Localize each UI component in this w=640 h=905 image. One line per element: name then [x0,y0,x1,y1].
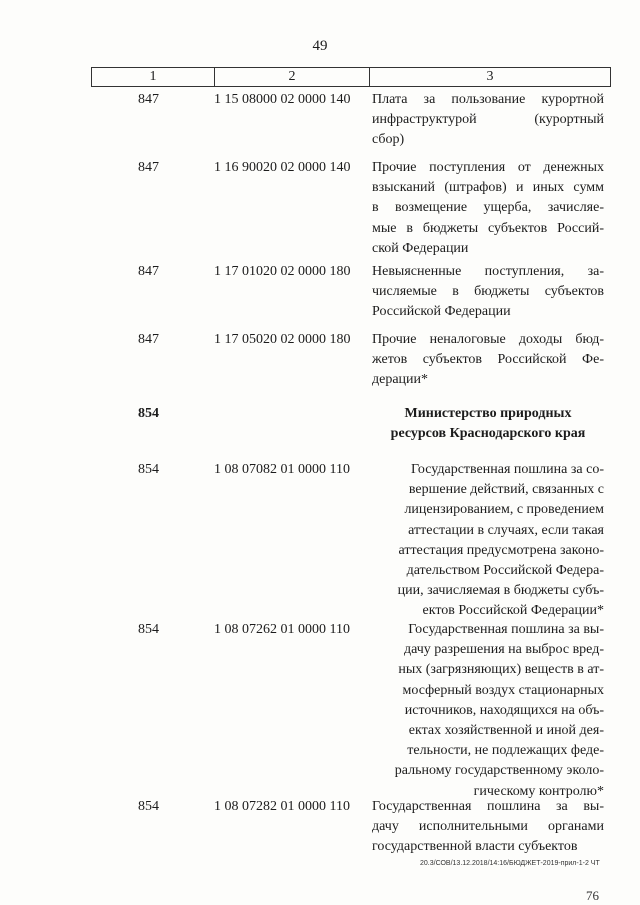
page-number: 49 [312,38,328,54]
column-header-3: 3 [486,69,494,84]
revenue-description [372,404,604,444]
description-line: дачу исполнительными органами [372,819,604,835]
description-line: аттестации в случаях, если такая [408,522,604,538]
description-line: инфраструктурой (курортный [372,112,604,128]
description-line: дательством Российской Федера- [406,563,604,579]
admin-code: 847 [138,332,159,347]
description-line: мые в бюджеты субъектов Россий- [372,220,604,236]
description-line: лицензированием, с проведением [404,502,604,518]
description-line: Государственная пошлина за вы- [408,622,604,637]
description-line: числяемые в бюджеты субъектов [372,284,604,300]
budget-classification-code: 1 08 07082 01 0000 110 [214,462,350,477]
admin-code: 854 [138,406,159,421]
description-line: Российской Федерации [372,304,511,320]
description-line: источников, находящихся на объ- [404,702,604,718]
admin-code: 854 [138,799,159,814]
admin-code: 854 [138,462,159,477]
description-line: ресурсов Краснодарского края [390,426,586,442]
description-line: ральному государственному эколо- [394,763,604,779]
description-line: Министерство природных [404,406,572,421]
description-line: ектов Российской Федерации* [422,603,604,619]
description-line: ных (загрязняющих) веществ в ат- [398,662,604,678]
description-line: Невыясненные поступления, за- [372,264,604,279]
description-line: ской Федерации [372,240,469,256]
description-line: дерации* [372,372,429,388]
description-line: сбор) [372,132,405,148]
revenue-description [372,262,604,323]
description-line: аттестация предусмотрена законо- [398,542,604,558]
document-footer-code: 20.3/СОВ/13.12.2018/14:16/БЮДЖЕТ-2019-прил-1-2 ЧТ [420,860,600,867]
admin-code: 847 [138,160,159,175]
description-line: государственной власти субъектов [372,839,578,855]
revenue-description [372,158,604,259]
revenue-description [372,330,604,391]
revenue-description [372,797,604,858]
revenue-description [372,620,604,802]
description-line: гическому контролю* [473,783,604,799]
description-line: взысканий (штрафов) и иных сумм [372,180,604,196]
revenue-description [372,460,604,622]
column-header-2: 2 [215,68,370,86]
admin-code: 847 [138,264,159,279]
description-line: ции, зачисляемая в бюджеты субъ- [397,583,604,599]
description-line: Государственная пошлина за вы- [372,799,604,814]
description-line: дачу разрешения на выброс вред- [403,642,604,658]
description-line: Государственная пошлина за со- [411,462,604,477]
budget-classification-code: 1 15 08000 02 0000 140 [214,92,351,107]
budget-classification-code: 1 17 01020 02 0000 180 [214,264,351,279]
description-line: Прочие неналоговые доходы бюд- [372,332,604,347]
admin-code: 847 [138,92,159,107]
description-line: ектах хозяйственной и иной дея- [408,723,604,739]
description-line: мосферный воздух стационарных [402,682,604,698]
description-line: Плата за пользование курортной [372,92,604,107]
description-line: в возмещение ущерба, зачисляе- [372,200,604,216]
admin-code: 854 [138,622,159,637]
revenue-description [372,90,604,151]
budget-classification-code: 1 08 07262 01 0000 110 [214,622,350,637]
sheet-number: 76 [586,888,599,903]
table-column-header [91,67,611,87]
description-line: Прочие поступления от денежных [372,160,604,175]
description-line: вершение действий, связанных с [408,482,604,498]
budget-classification-code: 1 16 90020 02 0000 140 [214,160,351,175]
column-header-1: 1 [92,68,215,86]
budget-classification-code: 1 17 05020 02 0000 180 [214,332,351,347]
budget-classification-code: 1 08 07282 01 0000 110 [214,799,350,814]
description-line: жетов субъектов Российской Фе- [372,352,604,368]
description-line: тельности, не подлежащих феде- [407,743,604,759]
